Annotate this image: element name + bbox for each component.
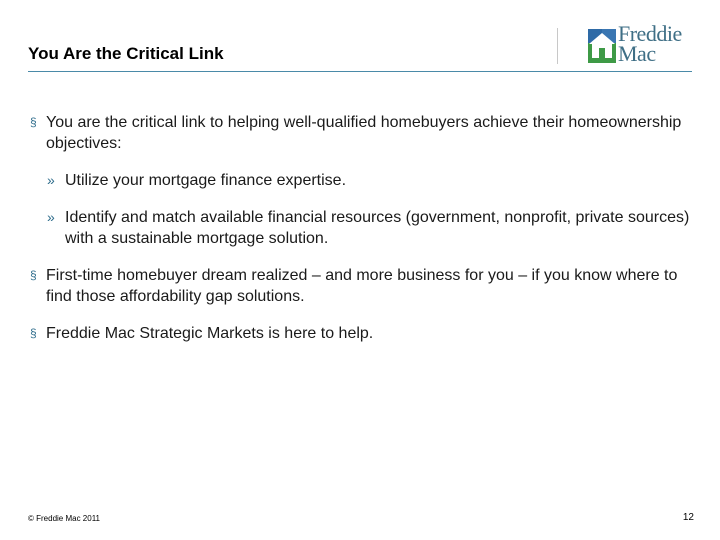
chevron-bullet-icon: » — [47, 172, 55, 188]
logo-divider — [557, 28, 558, 64]
page-number: 12 — [682, 512, 694, 523]
freddie-mac-logo — [588, 23, 698, 69]
footer-copyright: © Freddie Mac 2011 — [28, 514, 101, 523]
slide-content — [30, 112, 690, 360]
bullet-item — [30, 112, 690, 154]
sub-bullet-item — [30, 170, 690, 191]
sub-bullet-text: Utilize your mortgage finance expertise. — [65, 172, 347, 189]
square-bullet-icon: § — [30, 268, 37, 282]
bullet-text: You are the critical link to helping well-qualified homebuyers achieve their homeownership objectives: — [46, 114, 682, 152]
bullet-item — [30, 323, 690, 344]
bullet-text: First-time homebuyer dream realized – and more business for you – if you know where to find those affordability gap solutions. — [46, 267, 678, 305]
chevron-bullet-icon: » — [47, 209, 55, 225]
sub-bullet-text: Identify and match available financial resources (government, nonprofit, private sources) with a sustainable mortgage solution. — [65, 209, 690, 247]
slide-title: You Are the Critical Link — [28, 44, 224, 63]
house-logo-icon — [588, 29, 616, 63]
bullet-item — [30, 265, 690, 307]
logo-text-mac: Mac — [618, 41, 656, 66]
square-bullet-icon: § — [30, 326, 37, 340]
title-underline — [28, 71, 692, 72]
logo-text-freddie: Freddie — [618, 21, 682, 46]
square-bullet-icon: § — [30, 115, 37, 129]
sub-bullet-item — [30, 207, 690, 249]
bullet-text: Freddie Mac Strategic Markets is here to help. — [46, 325, 374, 342]
